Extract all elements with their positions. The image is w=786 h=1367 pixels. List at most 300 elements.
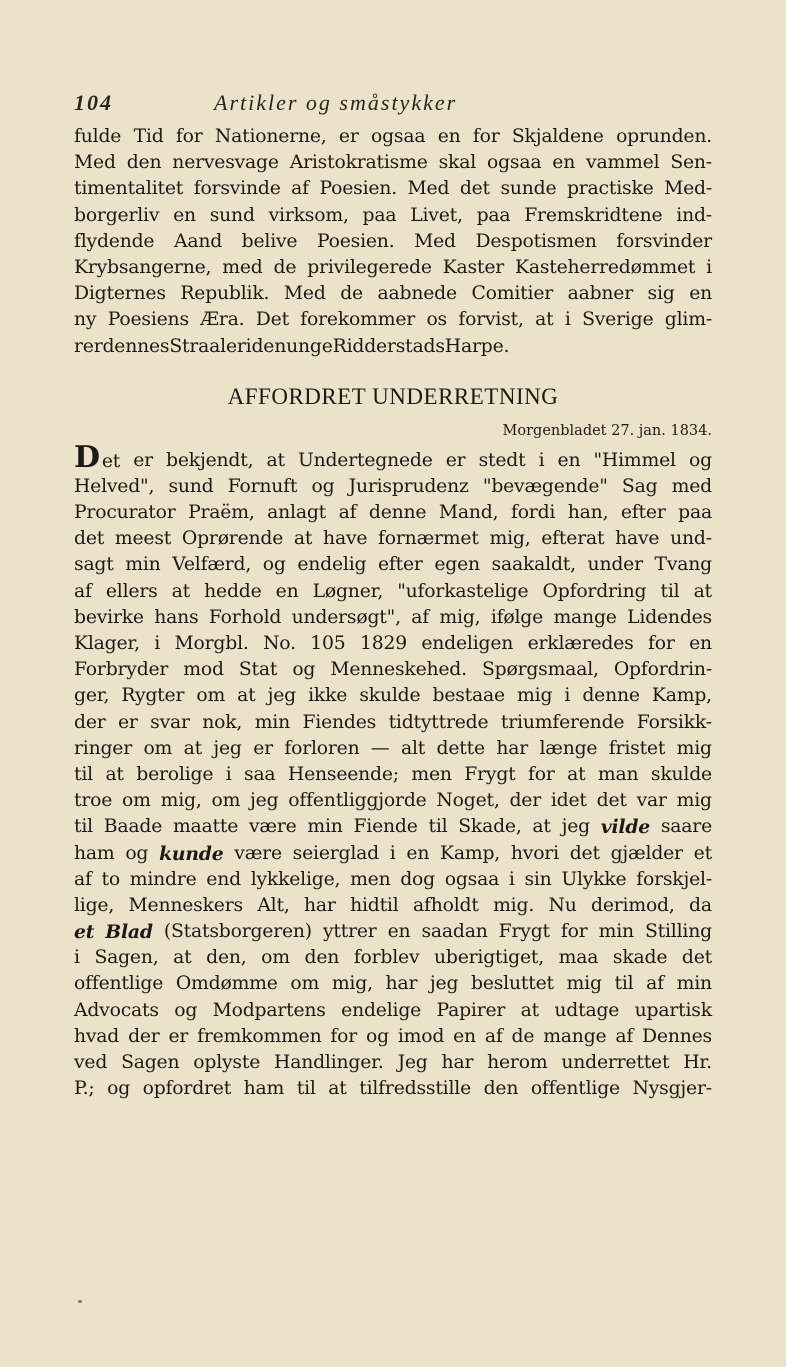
word: kunde	[159, 842, 224, 865]
word: ham	[74, 842, 115, 864]
word: efter	[620, 502, 666, 524]
word: i	[538, 449, 545, 471]
word: en	[173, 204, 196, 226]
word: forekommer	[300, 309, 416, 331]
word: Skjaldene	[511, 126, 604, 147]
word: Modpartens	[212, 999, 326, 1021]
text-line	[74, 814, 712, 840]
word: har	[441, 1052, 474, 1073]
word: denne	[582, 685, 640, 707]
word: tilfredsstille	[359, 1078, 472, 1100]
word: mig	[566, 973, 602, 995]
word: Ridderstads	[332, 335, 445, 357]
word: paa	[362, 204, 397, 226]
word: Noget,	[436, 790, 500, 812]
word: Aristokratisme	[289, 152, 428, 174]
word: da	[689, 894, 712, 916]
word: er	[117, 711, 138, 733]
word: derimod,	[591, 894, 675, 916]
word: Fiendes	[302, 711, 377, 733]
word: mig,	[160, 790, 202, 812]
word: forloren	[284, 737, 360, 759]
word: og	[107, 1078, 131, 1100]
word: skulde	[359, 685, 421, 707]
word: undersøgt",	[291, 606, 401, 628]
word: offentlige	[74, 973, 164, 995]
word: alt	[400, 737, 426, 759]
word: til	[74, 763, 93, 785]
word: ifølge	[490, 606, 544, 628]
word: den	[126, 152, 162, 174]
word: nervesvage	[172, 152, 279, 174]
word: practiske	[566, 178, 654, 200]
word: min	[125, 554, 161, 576]
word: skulde	[650, 763, 712, 785]
word: en	[453, 1025, 476, 1047]
word: af	[411, 606, 429, 628]
word: virksom,	[268, 204, 349, 226]
word: min	[254, 711, 290, 733]
text-line	[74, 526, 712, 552]
word: det	[596, 790, 627, 812]
word: flydende	[74, 230, 155, 252]
word: efterat	[541, 528, 605, 550]
word: denne	[368, 502, 427, 524]
word: jeg	[250, 790, 279, 812]
word: paa	[678, 502, 712, 524]
word: ham	[243, 1078, 285, 1100]
text-line	[74, 919, 712, 945]
word: Tid	[133, 126, 164, 147]
word: erklæredes	[527, 633, 634, 654]
word: fordi	[510, 502, 556, 524]
text-line	[74, 1024, 712, 1050]
word: Comitier	[471, 283, 554, 305]
word: det	[681, 947, 712, 969]
word: ogsaa	[444, 868, 500, 890]
word: efter	[377, 554, 423, 576]
text-line	[74, 500, 712, 526]
word: Handlinger.	[274, 1052, 384, 1073]
word: jeg	[267, 685, 297, 707]
word: Omdømme	[175, 973, 278, 995]
word: min	[598, 921, 634, 943]
word: Lidendes	[627, 606, 712, 628]
word: Henseende;	[287, 763, 399, 785]
word: underrettet	[561, 1052, 670, 1073]
word: herom	[487, 1052, 548, 1073]
word: dennes	[102, 335, 170, 357]
word: Spørgsmaal,	[481, 659, 599, 681]
word: en	[689, 633, 712, 654]
word: dette	[436, 737, 485, 759]
text-line	[74, 124, 712, 150]
word: for	[330, 1025, 358, 1047]
word: til	[614, 973, 634, 995]
word: Stat	[238, 659, 278, 681]
word: de	[340, 283, 363, 305]
paragraph-continuation	[74, 124, 712, 360]
word: et	[693, 842, 712, 864]
word: tidtyttrede	[388, 711, 489, 733]
word: mig.	[493, 894, 535, 916]
word: ger,	[74, 685, 110, 707]
word: om	[143, 737, 173, 759]
word: lige,	[74, 894, 115, 916]
text-line	[74, 893, 712, 919]
word: saa	[244, 763, 276, 785]
word: under	[587, 554, 643, 576]
word: dog	[400, 868, 435, 890]
word: det	[569, 842, 600, 864]
word: nok,	[202, 711, 243, 733]
word: i	[389, 842, 396, 864]
word: var	[636, 790, 667, 812]
word: Ulykke	[561, 868, 627, 890]
word: forblev	[353, 947, 420, 969]
word: Klager,	[74, 633, 140, 654]
word: i	[225, 763, 232, 785]
word: have	[615, 528, 660, 550]
text-line	[74, 150, 712, 176]
word: at	[183, 737, 202, 759]
word: Fiende	[353, 816, 418, 838]
word: Nysgjer-	[632, 1078, 712, 1100]
text-line	[74, 631, 712, 657]
word: seierglad	[292, 842, 379, 864]
paper-fleck	[78, 1300, 82, 1303]
word: maatte	[172, 816, 239, 838]
word: af	[74, 580, 92, 602]
text-line	[74, 203, 712, 229]
word: har	[496, 737, 529, 759]
word: imod	[397, 1025, 445, 1047]
word: Det	[255, 309, 289, 331]
word: Løgner,	[312, 580, 384, 602]
word: "bevægende"	[482, 475, 608, 497]
word: maa	[558, 947, 599, 969]
word: svar	[150, 711, 190, 733]
word: af	[291, 178, 309, 200]
word: Nu	[548, 894, 577, 916]
word: Blad	[105, 921, 153, 944]
word: Opfordring	[542, 580, 647, 602]
text-line	[74, 229, 712, 255]
word: yttrer	[322, 921, 377, 943]
word: sunde	[500, 178, 557, 200]
word: Det	[74, 439, 121, 475]
word: Baade	[103, 816, 163, 838]
word: P.;	[74, 1078, 95, 1100]
word: ogsaa	[486, 152, 542, 174]
word: saadan	[421, 921, 488, 943]
word: mig	[676, 790, 712, 812]
word: lykkelige,	[250, 868, 341, 890]
word: ringer	[74, 737, 132, 759]
word: idet	[550, 790, 587, 812]
word: Helved",	[74, 475, 155, 497]
word: til	[74, 816, 93, 838]
word: skal	[438, 152, 477, 174]
word: Sen-	[670, 152, 712, 174]
word: Morgbl.	[174, 633, 249, 654]
word: gjælder	[610, 842, 683, 864]
word: om	[122, 790, 151, 812]
word: Kamp,	[651, 685, 712, 707]
word: "Himmel	[593, 449, 676, 471]
word: Jeg	[397, 1052, 428, 1073]
word: Praëm,	[188, 502, 255, 524]
word: troe	[74, 790, 113, 812]
word: at	[532, 816, 551, 838]
word: ny	[74, 309, 97, 331]
word: Med	[283, 283, 326, 305]
word: udtage	[554, 999, 620, 1021]
word: oprunden.	[616, 126, 712, 147]
word: at	[237, 685, 256, 707]
word: Straaler	[169, 335, 246, 357]
text-line	[74, 867, 712, 893]
word: i	[564, 685, 571, 707]
word: bevirke	[74, 606, 144, 628]
word: længe	[539, 737, 598, 759]
text-line	[74, 281, 712, 307]
word: hvad	[74, 1025, 120, 1047]
word: fremkommen	[197, 1025, 322, 1047]
word: af	[646, 973, 664, 995]
word: men	[350, 868, 391, 890]
word: opfordret	[142, 1078, 232, 1100]
word: til	[660, 580, 680, 602]
word: fristet	[608, 737, 666, 759]
word: har	[304, 894, 336, 916]
word: at	[520, 999, 539, 1021]
word: i	[154, 633, 161, 654]
word: glim-	[664, 309, 712, 331]
word: med	[671, 475, 712, 497]
word: hidtil	[350, 894, 399, 916]
word: ikke	[308, 685, 348, 707]
word: har	[385, 973, 418, 995]
running-head	[74, 90, 712, 124]
word: af	[615, 1025, 634, 1047]
word: man	[597, 763, 639, 785]
word: fornærmet	[378, 528, 479, 550]
word: 105	[310, 633, 346, 654]
drop-cap: D	[74, 439, 100, 475]
word: Alt,	[257, 894, 290, 916]
word: endelige	[341, 999, 422, 1021]
word: af	[74, 868, 92, 890]
word: af	[338, 502, 357, 524]
text-line	[74, 841, 712, 867]
word: Sagen,	[94, 947, 159, 969]
word: en	[275, 580, 299, 602]
book-page	[74, 90, 712, 1102]
word: om	[290, 973, 320, 995]
word: aabnede	[377, 283, 457, 305]
text-line	[74, 334, 712, 360]
word: Papirer	[436, 999, 506, 1021]
word: ellers	[105, 580, 158, 602]
word: og	[292, 659, 316, 681]
word: er	[253, 737, 273, 759]
word: jeg	[213, 737, 242, 759]
text-line	[74, 255, 712, 281]
word: Med-	[664, 178, 712, 200]
word: det	[74, 528, 105, 550]
word: skade	[612, 947, 668, 969]
word: hvori	[510, 842, 559, 864]
word: Frygt	[464, 763, 516, 785]
word: Rygter	[121, 685, 185, 707]
word: med	[222, 256, 263, 278]
word: og	[365, 1025, 389, 1047]
word: mig,	[439, 606, 481, 628]
word: mange	[543, 1025, 607, 1047]
word: at	[105, 763, 124, 785]
word: endelig	[297, 554, 367, 576]
text-line	[74, 307, 712, 333]
word: timentalitet	[74, 178, 184, 200]
text-line	[74, 788, 712, 814]
word: aabner	[567, 283, 633, 305]
word: der	[509, 790, 541, 812]
word: ved	[74, 1052, 108, 1073]
word: Poesiens	[107, 309, 189, 331]
word: mig	[517, 685, 553, 707]
word: Despotismen	[475, 230, 597, 252]
word: og	[174, 999, 198, 1021]
word: Kasteherredømmet	[514, 256, 696, 278]
word: han,	[567, 502, 609, 524]
word: være	[234, 842, 282, 864]
word: at	[693, 580, 712, 602]
word: for	[175, 126, 203, 147]
word: Forbryder	[74, 659, 169, 681]
word: Sagen	[121, 1052, 180, 1073]
word: mig,	[489, 528, 531, 550]
word: forvist,	[458, 309, 524, 331]
word: jeg	[429, 973, 459, 995]
word: en	[552, 152, 576, 174]
word: Digternes	[74, 283, 166, 305]
word: fulde	[74, 126, 122, 147]
word: "uforkastelige	[397, 580, 529, 602]
word: Opfordrin-	[613, 659, 712, 681]
article-heading: AFFORDRET UNDERRETNING	[227, 383, 559, 409]
word: forskjel-	[636, 868, 712, 890]
word: Velfærd,	[172, 554, 252, 576]
word: belive	[241, 230, 298, 252]
word: ogsaa	[370, 126, 426, 147]
word: Menneskers	[128, 894, 243, 916]
word: Nationerne,	[214, 126, 327, 147]
word: besluttet	[471, 973, 554, 995]
word: af	[484, 1025, 503, 1047]
word: 1829	[359, 633, 407, 654]
word: —	[370, 737, 390, 759]
article-body	[74, 439, 712, 1103]
word: og	[125, 842, 149, 864]
word: den,	[206, 947, 247, 969]
running-title: Artikler og småstykker	[214, 90, 458, 115]
word: og	[688, 449, 712, 471]
word: er	[445, 449, 466, 471]
word: vilde	[600, 816, 651, 839]
word: en	[437, 126, 461, 147]
text-line	[74, 1076, 712, 1102]
word: om	[211, 790, 241, 812]
word: sagt	[74, 554, 114, 576]
word: om	[196, 685, 226, 707]
article-source: Morgenbladet 27. jan. 1834.	[502, 422, 712, 439]
word: for	[648, 633, 675, 654]
word: Skade,	[458, 816, 522, 838]
word: (Statsborgeren)	[163, 921, 312, 943]
word: Krybsangerne,	[74, 256, 212, 278]
text-line	[74, 552, 712, 578]
text-line	[74, 657, 712, 683]
word: egen	[434, 554, 480, 576]
word: Fremskridtene	[524, 204, 663, 226]
word: at	[293, 528, 313, 550]
text-line	[74, 736, 712, 762]
word: Poesien.	[319, 178, 397, 200]
text-line	[74, 605, 712, 631]
word: unge	[286, 335, 333, 357]
word: hans	[154, 606, 199, 628]
word: Forhold	[208, 606, 282, 628]
word: for	[560, 921, 588, 943]
word: en	[557, 449, 581, 471]
word: at	[328, 1078, 347, 1100]
word: i	[706, 256, 712, 278]
word: men	[411, 763, 452, 785]
word: Poesien.	[316, 230, 395, 252]
word: hedde	[204, 580, 262, 602]
word: i	[564, 309, 571, 331]
word: Hr.	[683, 1052, 712, 1073]
word: Harpe.	[444, 335, 510, 357]
word: mig,	[331, 973, 373, 995]
word: Menneskehed.	[330, 659, 467, 681]
word: Dennes	[642, 1025, 712, 1047]
word: og	[311, 475, 335, 497]
word: Stilling	[644, 921, 712, 943]
word: anlagt	[267, 502, 327, 524]
word: den	[251, 335, 287, 357]
word: være	[248, 816, 297, 838]
word: ind-	[676, 204, 712, 226]
word: er	[168, 1025, 189, 1047]
word: end	[206, 868, 241, 890]
word: jeg	[561, 816, 590, 838]
word: Fornuft	[227, 475, 298, 497]
word: i	[74, 947, 80, 969]
word: Tvang	[654, 554, 712, 576]
text-line	[74, 1050, 712, 1076]
word: os	[426, 309, 447, 331]
text-line	[74, 762, 712, 788]
word: Oprørende	[181, 528, 284, 550]
word: at	[535, 309, 554, 331]
text-line	[74, 474, 712, 500]
word: to	[101, 868, 120, 890]
word: der	[128, 1025, 160, 1047]
word: et	[74, 921, 95, 944]
word: paa	[476, 204, 511, 226]
